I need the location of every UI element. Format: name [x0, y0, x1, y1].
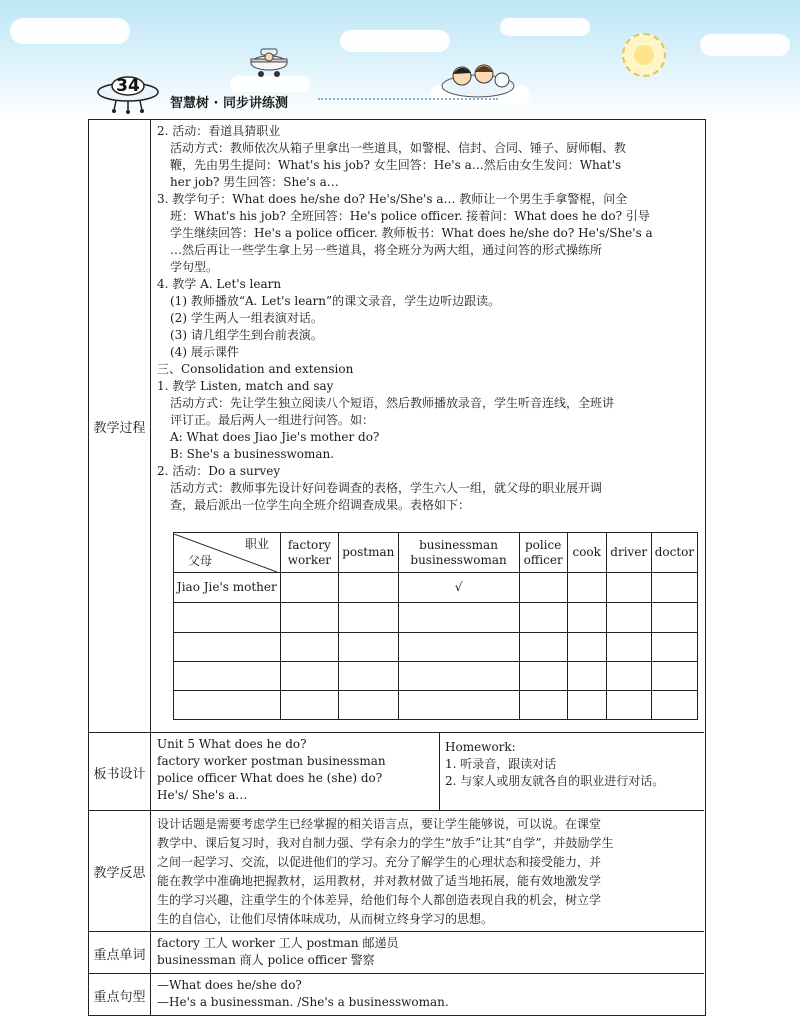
board-line: Unit 5 What does he do? — [157, 737, 307, 751]
cloud — [700, 34, 790, 56]
process-content — [157, 123, 699, 514]
survey-table — [173, 532, 698, 720]
reflection-label: 教学反思 — [89, 811, 151, 932]
words-label: 重点单词 — [89, 932, 151, 974]
process-label: 教学过程 — [89, 120, 151, 732]
homework-item: 2. 与家人或朋友就各自的职业进行对话。 — [445, 774, 665, 788]
reflection-line: 生的学习兴趣，注重学生的个体差异，给他们每个人都创造表现自我的机会，树立学 — [157, 893, 602, 907]
survey-col-header: businessman businesswoman — [398, 533, 519, 573]
table-row — [174, 573, 698, 603]
survey-corner-header — [174, 534, 277, 572]
cloud — [340, 30, 450, 52]
survey-corner-top: 职业 — [244, 536, 269, 551]
cloud — [500, 18, 590, 36]
homework-item: 1. 听录音，跟读对话 — [445, 757, 557, 771]
board-divider — [439, 733, 440, 811]
dotted-divider — [318, 98, 498, 100]
reflection-line: 教学中、课后复习时，我对自制力强、学有余力的学生“放手”让其“自学”，并鼓励学生 — [157, 836, 614, 850]
sun-icon — [622, 33, 666, 77]
process-line: …然后再让一些学生拿上另一些道具，将全班分为两大组，通过问答的形式操练所 — [170, 243, 603, 257]
process-line: (2) 学生两人一组表演对话。 — [170, 311, 323, 325]
words-line: factory 工人 worker 工人 postman 邮递员 — [157, 936, 399, 950]
board-row — [89, 732, 704, 811]
sentences-text — [157, 977, 698, 1011]
process-line: 活动方式：教师依次从箱子里拿出一些道具，如警棍、信封、合同、锤子、厨师帽、教 — [170, 141, 627, 155]
words-text — [157, 935, 698, 969]
survey-col-header: postman — [339, 533, 398, 573]
board-line: factory worker postman businessman — [157, 754, 386, 768]
sentence-line: —He's a businessman. /She's a businesswoman. — [157, 995, 449, 1009]
survey-col-header: driver — [606, 533, 651, 573]
process-line: 评订正。最后两人一组进行问答。如： — [170, 413, 375, 427]
process-line: B: She's a businesswoman. — [170, 447, 335, 461]
survey-check-mark: √ — [398, 573, 519, 603]
process-line: 4. 教学 A. Let's learn — [157, 277, 282, 291]
process-line: A: What does Jiao Jie's mother do? — [170, 430, 380, 444]
reflection-line: 之间一起学习、交流，以促进他们的学习。充分了解学生的心理状态和接受能力，并 — [157, 855, 602, 869]
cloud — [10, 18, 130, 44]
process-line: 2. 活动：Do a survey — [157, 464, 281, 478]
survey-corner-bottom: 父母 — [188, 553, 213, 568]
table-row — [174, 603, 698, 633]
process-line: (1) 教师播放“A. Let's learn”的课文录音，学生边听边跟读。 — [170, 294, 501, 308]
table-row — [174, 662, 698, 691]
process-line: 三、Consolidation and extension — [157, 362, 354, 376]
process-line: 学句型。 — [170, 260, 219, 274]
homework-box — [445, 739, 695, 790]
airplane-icon — [243, 45, 295, 79]
survey-col-header: doctor — [651, 533, 697, 573]
process-line: 班：What's his job? 全班回答：He's police officer. 接着问：What does he do? 引导 — [170, 209, 650, 223]
table-row — [174, 691, 698, 720]
process-line: 查，最后派出一位学生向全班介绍调查成果。表格如下： — [170, 498, 471, 512]
words-row — [89, 931, 704, 974]
reflection-text — [157, 815, 698, 929]
board-left — [157, 736, 437, 804]
table-row — [174, 633, 698, 662]
process-line: 2. 活动：看道具猜职业 — [157, 124, 281, 138]
survey-col-header: cook — [567, 533, 606, 573]
reflection-line: 生的自信心，让他们尽情体味成功，从而树立终身学习的思想。 — [157, 912, 494, 926]
homework-title: Homework: — [445, 740, 516, 754]
reflection-line: 能在教学中准确地把握教材，运用教材，并对教材做了适当地拓展，能有效地激发学 — [157, 874, 602, 888]
children-illustration — [438, 60, 518, 100]
process-line: (4) 展示课件 — [170, 345, 239, 359]
process-line: 3. 教学句子：What does he/she do? He's/She's a… 教师让一个男生手拿警棍，问全 — [157, 192, 628, 206]
board-label: 板书设计 — [89, 733, 151, 811]
process-line: 活动方式：先让学生独立阅读八个短语，然后教师播放录音，学生听音连线，全班讲 — [170, 396, 615, 410]
process-line: 鞭，先由男生提问：What's his job? 女生回答：He's a…然后由女生发问：What's — [170, 158, 622, 172]
reflection-line: 设计话题是需要考虑学生已经掌握的相关语言点，要让学生能够说，可以说。在课堂 — [157, 817, 602, 831]
process-line: (3) 请几组学生到台前表演。 — [170, 328, 323, 342]
sentences-row — [89, 973, 704, 1016]
board-line: police officer What does he (she) do? — [157, 771, 383, 785]
survey-col-header: police officer — [519, 533, 567, 573]
process-line: 1. 教学 Listen, match and say — [157, 379, 334, 393]
series-title: 智慧树 · 同步讲练测 — [170, 96, 288, 111]
reflection-row — [89, 810, 704, 932]
words-line: businessman 商人 police officer 警察 — [157, 953, 375, 967]
board-line: He's/ She's a… — [157, 788, 248, 802]
sentence-line: —What does he/she do? — [157, 978, 302, 992]
lesson-plan-table — [88, 119, 706, 1016]
survey-row-label: Jiao Jie's mother — [174, 573, 281, 603]
process-line: 学生继续回答：He's a police officer. 教师板书：What does he/she do? He's/She's a — [170, 226, 653, 240]
page-number: 34 — [116, 76, 140, 96]
process-line: her job? 男生回答：She's a… — [170, 175, 339, 189]
survey-col-header: factory worker — [280, 533, 338, 573]
process-line: 活动方式：教师事先设计好问卷调查的表格，学生六人一组，就父母的职业展开调 — [170, 481, 603, 495]
sentences-label: 重点句型 — [89, 974, 151, 1016]
